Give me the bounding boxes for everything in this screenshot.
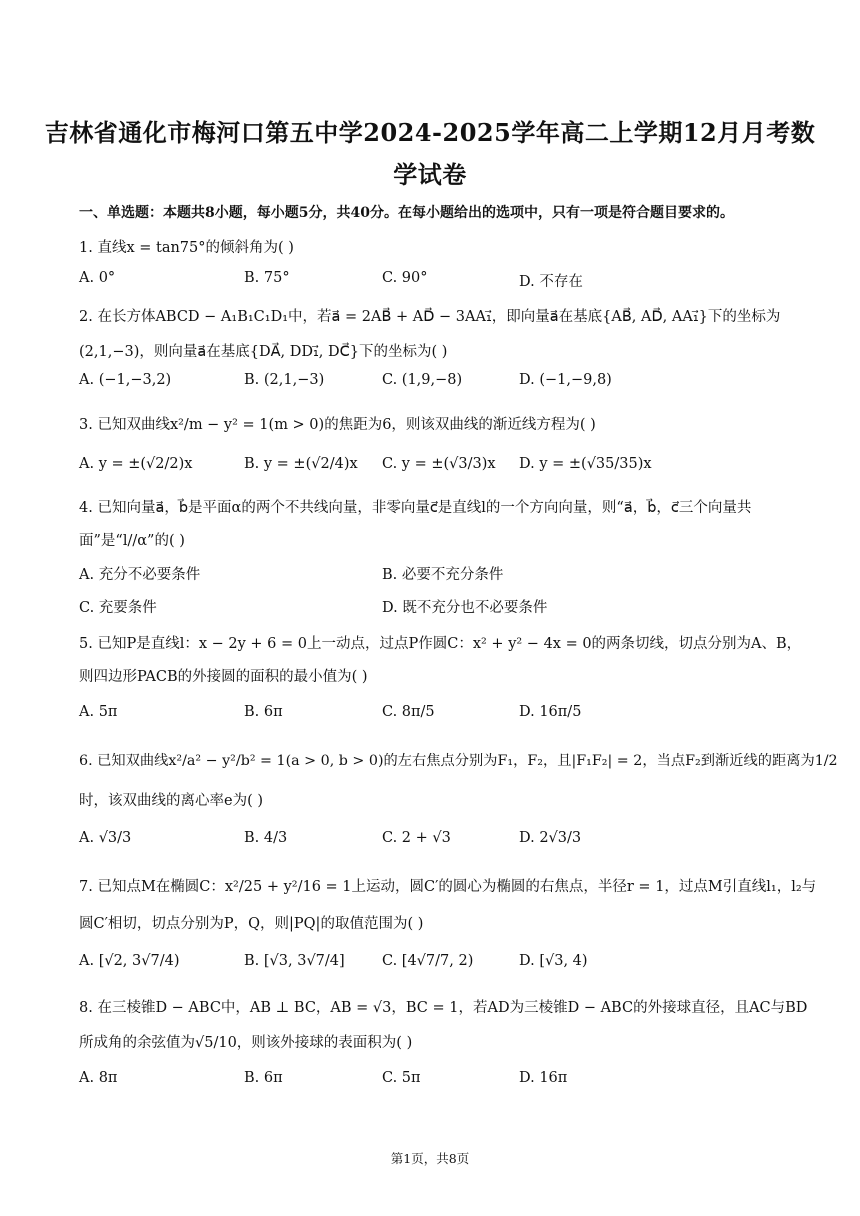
question-4-option-d: D. 既不充分也不必要条件 <box>382 600 548 616</box>
question-8-option-c: C. 5π <box>382 1070 421 1086</box>
question-1-option-a: A. 0° <box>79 270 116 286</box>
question-4-stem-line-1: 4. 已知向量a⃗，b⃗是平面α的两个不共线向量，非零向量c⃗是直线l的一个方向向量，则“a⃗，b⃗，c⃗三个向量共 <box>79 500 752 516</box>
question-7-option-c: C. [4√7/7, 2) <box>382 953 474 969</box>
question-1-option-b: B. 75° <box>244 270 290 286</box>
section-heading: 一、单选题：本题共8小题，每小题5分，共40分。在每小题给出的选项中，只有一项是符合题目要求的。 <box>79 205 734 221</box>
question-1-option-d: D. 不存在 <box>519 274 583 290</box>
question-4-option-b: B. 必要不充分条件 <box>382 567 504 583</box>
question-2-option-c: C. (1,9,−8) <box>382 372 463 388</box>
question-3-option-a: A. y = ±(√2/2)x <box>79 456 193 472</box>
question-6-option-b: B. 4/3 <box>244 830 288 846</box>
question-4-option-c: C. 充要条件 <box>79 600 157 616</box>
question-2-option-d: D. (−1,−9,8) <box>519 372 612 388</box>
question-1-stem: 1. 直线x = tan75°的倾斜角为( ) <box>79 240 294 256</box>
question-6-option-a: A. √3/3 <box>79 830 132 846</box>
question-8-option-b: B. 6π <box>244 1070 283 1086</box>
question-3-option-b: B. y = ±(√2/4)x <box>244 456 358 472</box>
question-5-stem-line-2: 则四边形PACB的外接圆的面积的最小值为( ) <box>79 669 368 685</box>
question-4-stem-line-2: 面”是“l//α”的( ) <box>79 533 185 549</box>
question-5-stem-line-1: 5. 已知P是直线l：x − 2y + 6 = 0上一动点，过点P作圆C：x² + y² − 4x = 0的两条切线，切点分别为A、B， <box>79 636 802 652</box>
question-3-option-d: D. y = ±(√35/35)x <box>519 456 652 472</box>
question-8-option-a: A. 8π <box>79 1070 118 1086</box>
page-footer: 第1页，共8页 <box>390 1151 470 1166</box>
question-3-stem: 3. 已知双曲线x²/m − y² = 1(m > 0)的焦距为6，则该双曲线的渐近线方程为( ) <box>79 417 596 433</box>
exam-title-line-1: 吉林省通化市梅河口第五中学2024-2025学年高二上学期12月月考数 <box>44 118 816 147</box>
question-7-stem-line-2: 圆C′相切，切点分别为P，Q，则|PQ|的取值范围为( ) <box>79 916 424 932</box>
exam-title-line-2: 学试卷 <box>393 160 467 189</box>
question-6-option-d: D. 2√3/3 <box>519 830 582 846</box>
question-5-option-a: A. 5π <box>79 704 118 720</box>
question-7-option-d: D. [√3, 4) <box>519 953 588 969</box>
question-8-option-d: D. 16π <box>519 1070 568 1086</box>
question-8-stem-line-1: 8. 在三棱锥D − ABC中，AB ⊥ BC，AB = √3，BC = 1，若AD为三棱锥D − ABC的外接球直径，且AC与BD <box>79 1000 808 1016</box>
question-2-option-a: A. (−1,−3,2) <box>79 372 172 388</box>
question-8-stem-line-2: 所成角的余弦值为√5/10，则该外接球的表面积为( ) <box>79 1035 413 1051</box>
question-4-option-a: A. 充分不必要条件 <box>79 567 201 583</box>
question-2-option-b: B. (2,1,−3) <box>244 372 325 388</box>
question-7-stem-line-1: 7. 已知点M在椭圆C：x²/25 + y²/16 = 1上运动，圆C′的圆心为椭圆的右焦点，半径r = 1，过点M引直线l₁，l₂与 <box>79 879 817 895</box>
question-6-stem-line-1: 6. 已知双曲线x²/a² − y²/b² = 1(a > 0, b > 0)的左右焦点分别为F₁，F₂，且|F₁F₂| = 2，当点F₂到渐近线的距离为1/2 <box>79 753 838 769</box>
question-7-option-a: A. [√2, 3√7/4) <box>79 953 180 969</box>
question-5-option-d: D. 16π/5 <box>519 704 582 720</box>
question-2-stem-line-2: (2,1,−3)，则向量a⃗在基底{DA⃗, DD₁⃗, DC⃗}下的坐标为( ) <box>79 344 448 360</box>
question-5-option-b: B. 6π <box>244 704 283 720</box>
question-7-option-b: B. [√3, 3√7/4] <box>244 953 345 969</box>
question-2-stem-line-1: 2. 在长方体ABCD − A₁B₁C₁D₁中，若a⃗ = 2AB⃗ + AD⃗ − 3AA₁⃗，即向量a⃗在基底{AB⃗, AD⃗, AA₁⃗}下的坐标为 <box>79 309 781 325</box>
question-6-stem-line-2: 时，该双曲线的离心率e为( ) <box>79 793 264 809</box>
question-5-option-c: C. 8π/5 <box>382 704 435 720</box>
question-6-option-c: C. 2 + √3 <box>382 830 451 846</box>
question-1-option-c: C. 90° <box>382 270 428 286</box>
question-3-option-c: C. y = ±(√3/3)x <box>382 456 496 472</box>
